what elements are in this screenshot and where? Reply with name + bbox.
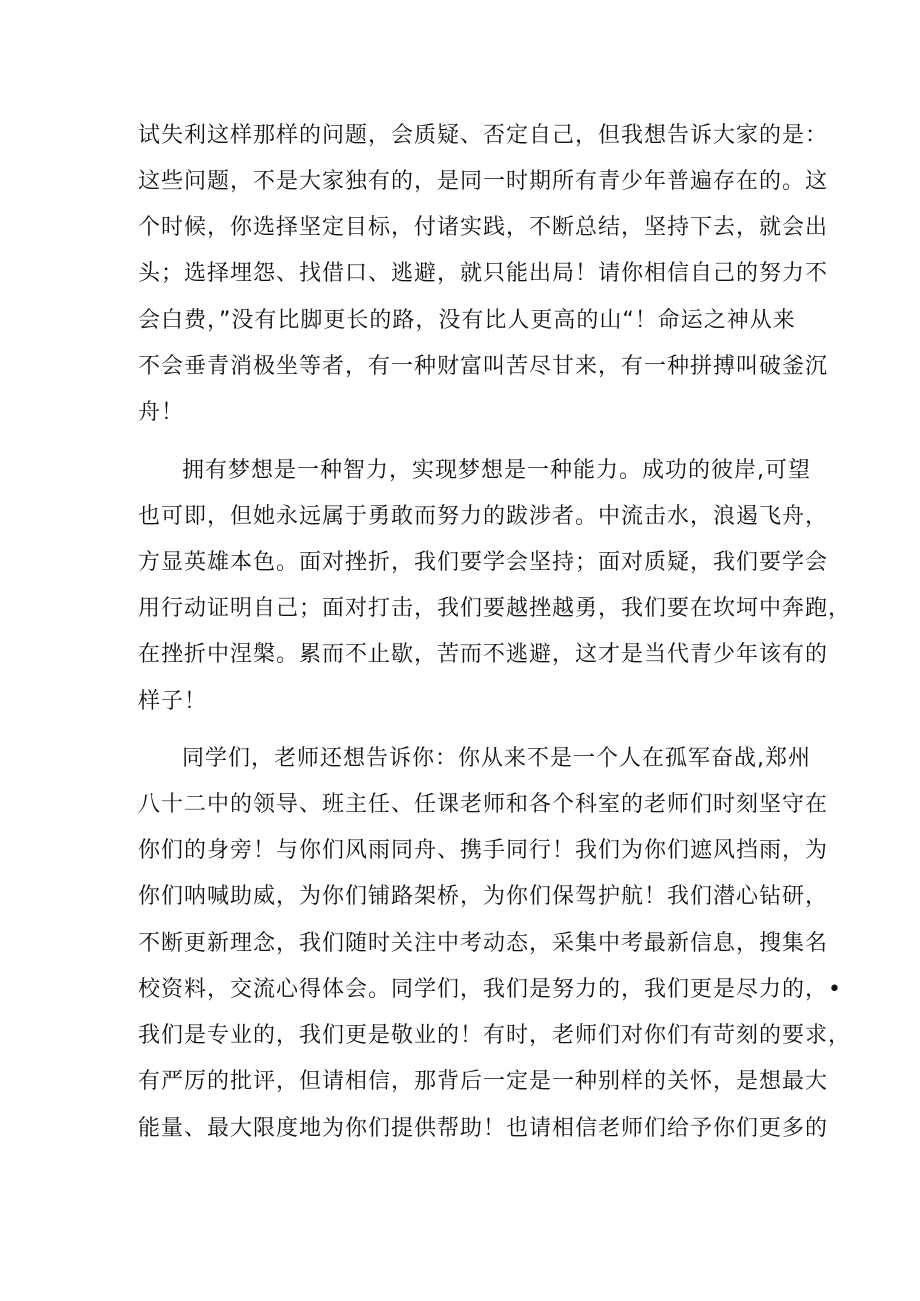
text-line: 我们是专业的，我们更是敬业的！有时，老师们对你们有苛刻的要求， — [138, 1023, 852, 1048]
text-line: 方显英雄本色。面对挫折，我们要学会坚持；面对质疑，我们要学会 — [138, 550, 829, 575]
text-line: 八十二中的领导、班主任、任课老师和各个科室的老师们时刻坚守在 — [138, 792, 829, 817]
text-line: 你们的身旁！与你们风雨同舟、携手同行！我们为你们遮风挡雨，为 — [138, 838, 829, 863]
text-line: 不会垂青消极坐等者，有一种财富叫苦尽甘来，有一种拼搏叫破釜沉 — [138, 354, 829, 379]
text-line: 试失利这样那样的问题，会质疑、否定自己，但我想告诉大家的是： — [138, 123, 829, 148]
text-line: 头；选择埋怨、找借口、逃避，就只能出局！请你相信自己的努力不 — [138, 261, 829, 286]
text-line: 样子！ — [138, 689, 208, 714]
text-line: 不断更新理念，我们随时关注中考动态，采集中考最新信息，搜集名 — [138, 931, 829, 956]
text-line: 同学们，老师还想告诉你：你从来不是一个人在孤军奋战,郑州 — [182, 746, 811, 771]
text-line: 这些问题，不是大家独有的，是同一时期所有青少年普遍存在的。这 — [138, 169, 829, 194]
text-line: 舟！ — [138, 400, 185, 425]
text-line: 会白费，”没有比脚更长的路，没有比人更高的山“！命运之神从来 — [138, 308, 796, 333]
text-line: 校资料，交流心得体会。同学们，我们是努力的，我们更是尽力的，• — [138, 977, 842, 1002]
text-line: 能量、最大限度地为你们提供帮助！也请相信老师们给予你们更多的 — [138, 1116, 829, 1141]
text-line: 拥有梦想是一种智力，实现梦想是一种能力。成功的彼岸,可望 — [182, 458, 811, 483]
text-line: 个时候，你选择坚定目标，付诸实践，不断总结，坚持下去，就会出 — [138, 215, 829, 240]
text-line: 你们呐喊助威，为你们铺路架桥，为你们保驾护航！我们潜心钻研， — [138, 884, 829, 909]
text-line: 有严厉的批评，但请相信，那背后一定是一种别样的关怀，是想最大 — [138, 1069, 829, 1094]
text-line: 用行动证明自己；面对打击，我们要越挫越勇，我们要在坎坷中奔跑， — [138, 596, 852, 621]
text-line: 也可即，但她永远属于勇敢而努力的跋涉者。中流击水，浪遏飞舟， — [138, 504, 829, 529]
text-line: 在挫折中涅槃。累而不止歇，苦而不逃避，这才是当代青少年该有的 — [138, 642, 829, 667]
